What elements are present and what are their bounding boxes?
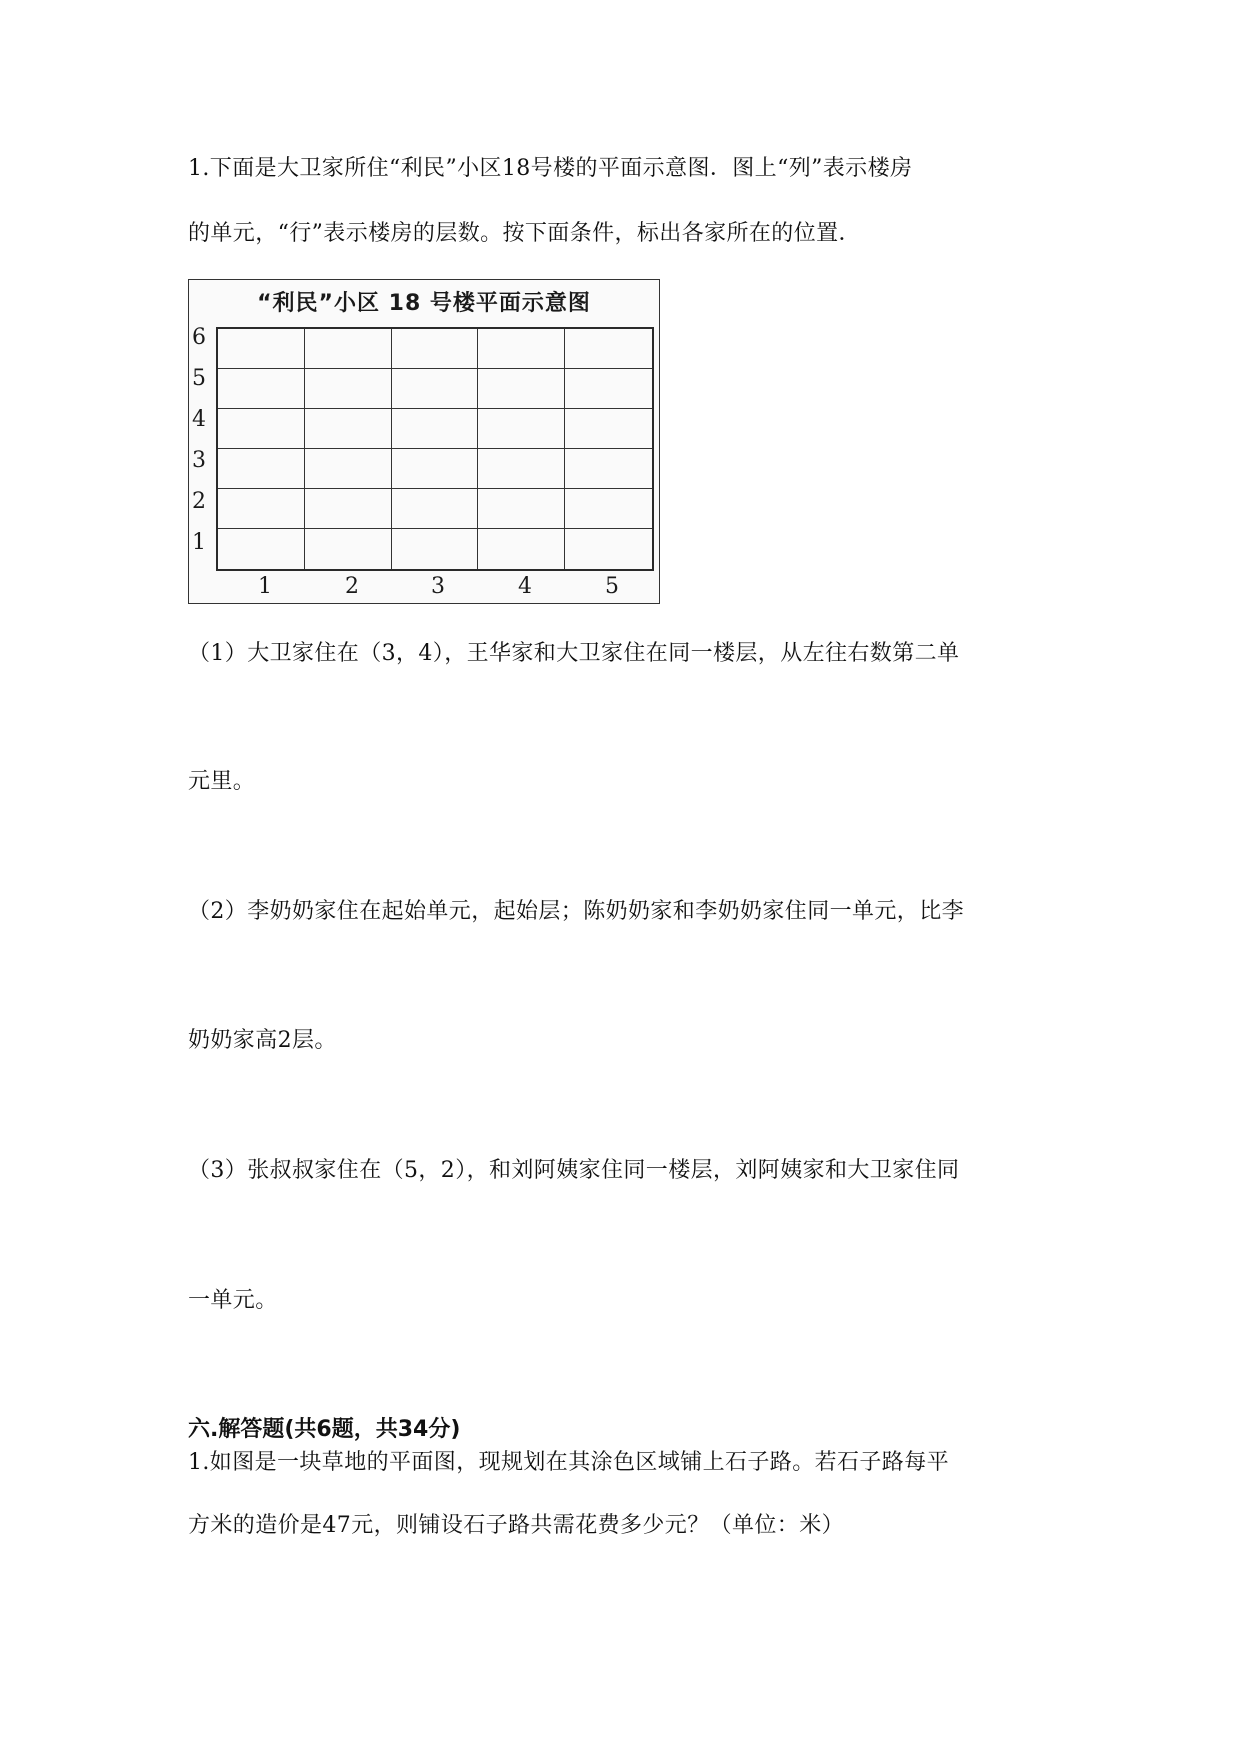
grid-cell [305, 369, 392, 409]
col-label: 5 [605, 574, 619, 599]
grid-cell [565, 329, 652, 369]
intro-line-2: 的单元，“行”表示楼房的层数。按下面条件，标出各家所在的位置． [188, 221, 861, 246]
floor-grid [216, 327, 654, 571]
grid-cell [392, 409, 479, 449]
grid-cell [565, 449, 652, 489]
col-label: 2 [345, 574, 359, 599]
condition-1-line-2: 元里。 [188, 769, 256, 794]
grid-cell [218, 489, 305, 529]
condition-1-line-1: （1）大卫家住在（3，4），王华家和大卫家住在同一楼层，从左往右数第二单 [188, 641, 960, 666]
grid-cell [478, 489, 565, 529]
grid-cell [565, 409, 652, 449]
row-label: 1 [192, 530, 206, 555]
grid-cell [218, 329, 305, 369]
grid-cell [478, 329, 565, 369]
grid-cell [478, 449, 565, 489]
figure-title: “利民”小区 18 号楼平面示意图 [257, 291, 591, 316]
grid-cell [565, 529, 652, 569]
grid-cell [565, 369, 652, 409]
col-label: 3 [431, 574, 445, 599]
intro-line-1: 1.下面是大卫家所住“利民”小区18号楼的平面示意图．图上“列”表示楼房 [188, 156, 913, 181]
grid-cell [392, 329, 479, 369]
grid-cell [565, 489, 652, 529]
condition-3-line-1: （3）张叔叔家住在（5，2），和刘阿姨家住同一楼层，刘阿姨家和大卫家住同 [188, 1158, 960, 1183]
grid-cell [305, 329, 392, 369]
grid-cell [218, 449, 305, 489]
grid-cell [305, 409, 392, 449]
grid-cell [218, 529, 305, 569]
row-label: 2 [192, 489, 206, 514]
grid-cell [218, 369, 305, 409]
building-floor-plan-figure [188, 279, 660, 604]
grid-cell [478, 529, 565, 569]
grid-cell [305, 489, 392, 529]
row-label: 4 [192, 407, 206, 432]
grid-cell [392, 449, 479, 489]
condition-2-line-2: 奶奶家高2层。 [188, 1028, 337, 1053]
grid-cell [392, 369, 479, 409]
col-label: 4 [518, 574, 532, 599]
grid-cell [392, 489, 479, 529]
section-question-1-line-1: 1.如图是一块草地的平面图，现规划在其涂色区域铺上石子路。若石子路每平 [188, 1450, 949, 1475]
condition-3-line-2: 一单元。 [188, 1288, 278, 1313]
grid-cell [392, 529, 479, 569]
grid-cell [478, 369, 565, 409]
row-label: 3 [192, 448, 206, 473]
condition-2-line-1: （2）李奶奶家住在起始单元，起始层；陈奶奶家和李奶奶家住同一单元，比李 [188, 899, 964, 924]
section-question-1-line-2: 方米的造价是47元，则铺设石子路共需花费多少元？（单位：米） [188, 1513, 844, 1538]
row-label: 5 [192, 366, 206, 391]
col-label: 1 [258, 574, 272, 599]
grid-cell [478, 409, 565, 449]
grid-cell [305, 529, 392, 569]
grid-cell [305, 449, 392, 489]
section-title: 六.解答题(共6题，共34分) [188, 1417, 461, 1442]
grid-cell [218, 409, 305, 449]
row-label: 6 [192, 325, 206, 350]
